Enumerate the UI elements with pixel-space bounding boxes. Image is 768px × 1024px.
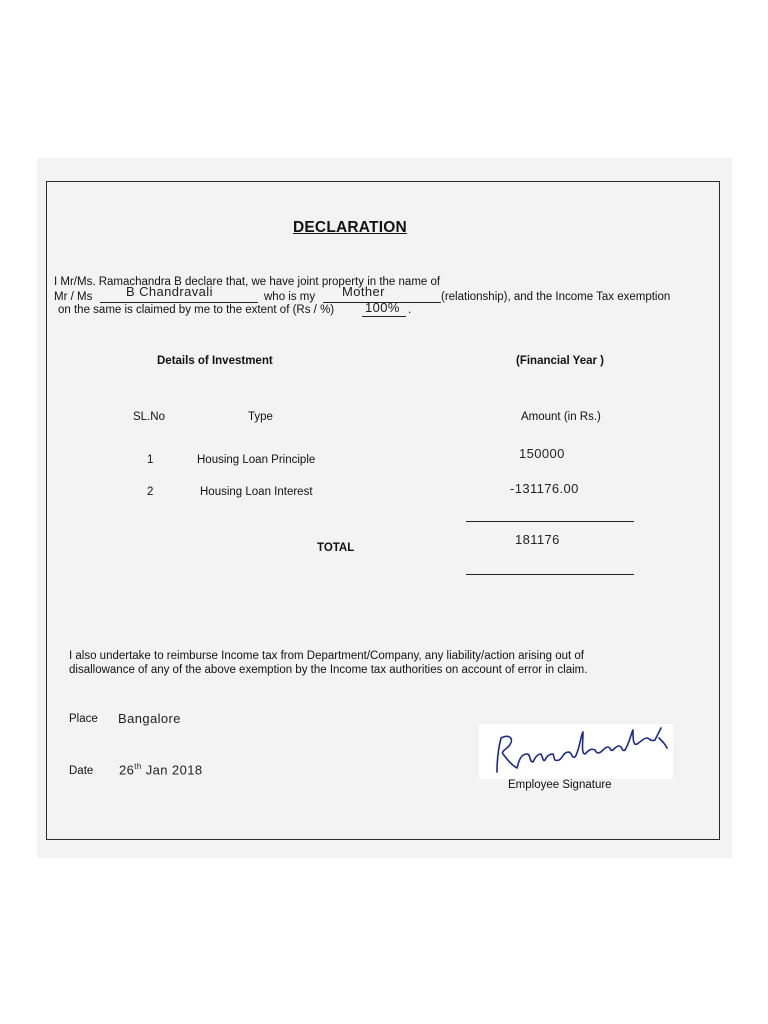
date-value [119, 762, 202, 777]
total-bottom-rule [466, 574, 634, 575]
financial-year-heading: (Financial Year ) [516, 355, 604, 367]
undertaking-line-2: disallowance of any of the above exemption by the Income tax authorities on account of error in claim. [69, 664, 588, 676]
page-title: DECLARATION [293, 219, 407, 236]
signature-image [479, 724, 673, 779]
column-header-type: Type [248, 411, 273, 423]
total-top-rule [466, 521, 634, 522]
table-row-type: Housing Loan Interest [200, 486, 313, 498]
table-row-slno: 2 [147, 486, 154, 498]
table-row-amount: 150000 [519, 446, 565, 461]
name-blank-line [100, 302, 258, 303]
declaration-line-2-mid: who is my [264, 291, 316, 303]
total-value: 181176 [515, 532, 560, 547]
handwritten-signature [479, 724, 673, 779]
date-rest: Jan 2018 [141, 762, 203, 778]
column-header-amount: Amount (in Rs.) [521, 411, 601, 423]
declaration-line-2-prefix: Mr / Ms [54, 291, 93, 303]
table-row-slno: 1 [147, 454, 154, 466]
extent-blank-line [362, 316, 406, 317]
declaration-line-3-end: . [408, 304, 412, 316]
declaration-line-2-suffix: (relationship), and the Income Tax exemption [441, 291, 671, 303]
relationship-filled: Mother [342, 284, 385, 299]
investment-heading: Details of Investment [157, 355, 273, 367]
declaration-line-1: I Mr/Ms. Ramachandra B declare that, we have joint property in the name of [54, 276, 441, 288]
total-label: TOTAL [317, 542, 355, 554]
date-suffix: th [134, 762, 142, 771]
table-row-type: Housing Loan Principle [197, 454, 316, 466]
undertaking-line-1: I also undertake to reimburse Income tax from Department/Company, any liability/action arising out of [69, 650, 584, 662]
table-row-amount: -131176.00 [510, 481, 579, 496]
signature-label: Employee Signature [508, 779, 612, 791]
name-filled: B Chandravali [126, 284, 213, 299]
place-value: Bangalore [118, 711, 181, 726]
column-header-slno: SL.No [133, 411, 165, 423]
date-day: 26 [119, 762, 135, 778]
date-label: Date [69, 765, 94, 777]
place-label: Place [69, 713, 98, 725]
extent-filled: 100% [365, 300, 400, 315]
declaration-line-3: on the same is claimed by me to the extent of (Rs / %) [58, 304, 335, 316]
